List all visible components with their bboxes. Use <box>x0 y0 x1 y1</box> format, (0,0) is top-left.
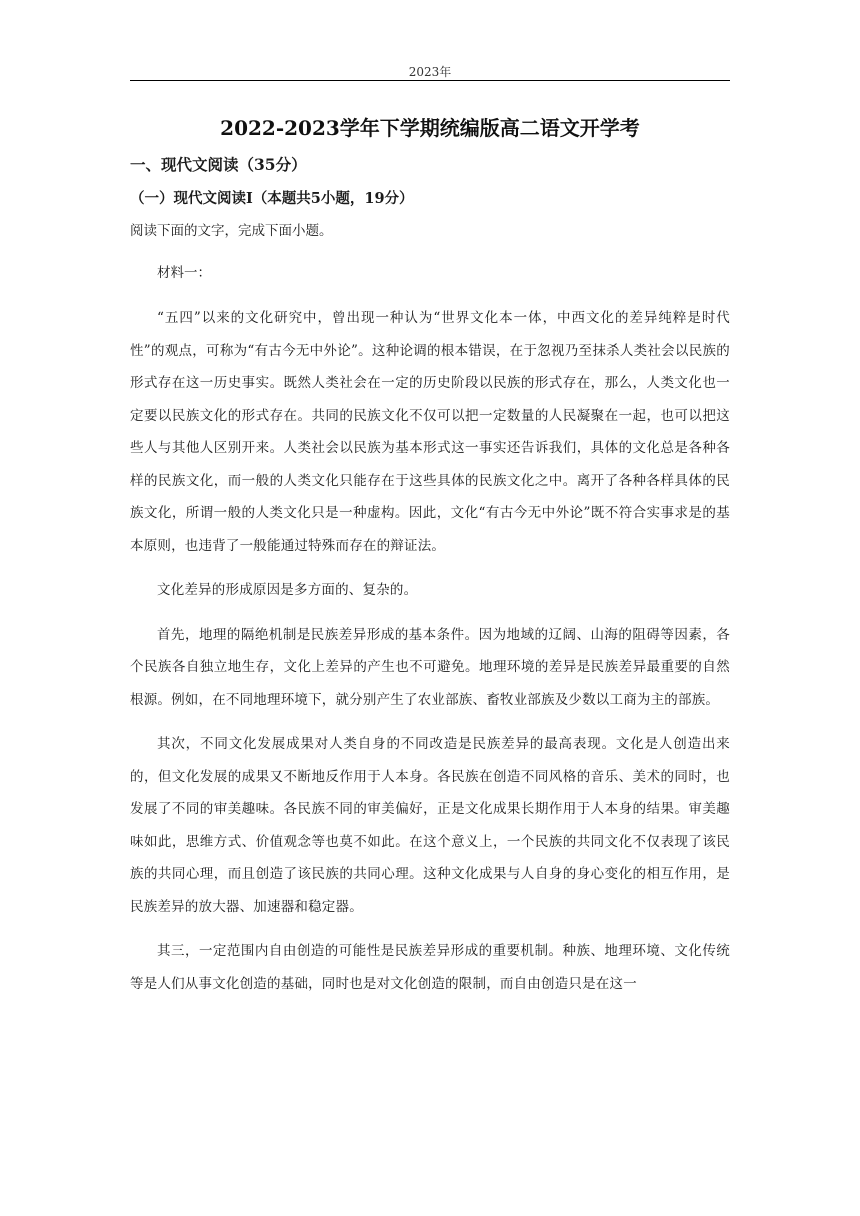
header-divider <box>130 80 730 81</box>
document-body <box>130 108 730 1000</box>
subsection-heading: （一）现代文阅读Ⅰ（本题共5小题，19分） <box>130 190 414 207</box>
paragraph: 文化差异的形成原因是多方面的、复杂的。 <box>157 582 418 598</box>
paragraph: 首先，地理的隔绝机制是民族差异形成的基本条件。因为地域的辽阔、山海的阻碍等因素，各个民族各自独立地生存，文化上差异的产生也不可避免。地理环境的差异是民族差异最重要的自然根源。例如，在不同地理环境下，就分别产生了农业部族、畜牧业部族及少数以工商为主的部族。 <box>130 626 730 708</box>
material-label: 材料一： <box>157 265 211 281</box>
document-title: 2022-2023学年下学期统编版高二语文开学考 <box>220 116 640 140</box>
reading-instruction: 阅读下面的文字，完成下面小题。 <box>130 223 333 239</box>
section-heading: 一、现代文阅读（35分） <box>130 155 307 174</box>
page-header-text: 2023年 <box>408 65 452 79</box>
paragraph: “五四”以来的文化研究中，曾出现一种认为“世界文化本一体，中西文化的差异纯粹是时代性”的观点，可称为“有古今无中外论”。这种论调的根本错误，在于忽视乃至抹杀人类社会以民族的形式存在这一历史事实。既然人类社会在一定的历史阶段以民族的形式存在，那么，人类文化也一定要以民族文化的形式存在。共同的民族文化不仅可以把一定数量的人民凝聚在一起，也可以把这些人与其他人区别开来。人类社会以民族为基本形式这一事实还告诉我们，具体的文化总是各种各样的民族文化，而一般的人类文化只能存在于这些具体的民族文化之中。离开了各种各样具体的民族文化，所谓一般的人类文化只是一种虚构。因此，文化“有古今无中外论”既不符合实事求是的基本原则，也违背了一般能通过特殊而存在的辩证法。 <box>130 310 730 554</box>
paragraph: 其三，一定范围内自由创造的可能性是民族差异形成的重要机制。种族、地理环境、文化传统等是人们从事文化创造的基础，同时也是对文化创造的限制，而自由创造只是在这一 <box>130 943 730 992</box>
paragraph: 其次，不同文化发展成果对人类自身的不同改造是民族差异的最高表现。文化是人创造出来的，但文化发展的成果又不断地反作用于人本身。各民族在创造不同风格的音乐、美术的同时，也发展了不同的审美趣味。各民族不同的审美偏好，正是文化成果长期作用于人本身的结果。审美趣味如此，思维方式、价值观念等也莫不如此。在这个意义上，一个民族的共同文化不仅表现了该民族的共同心理，而且创造了该民族的共同心理。这种文化成果与人自身的身心变化的相互作用，是民族差异的放大器、加速器和稳定器。 <box>130 736 730 915</box>
